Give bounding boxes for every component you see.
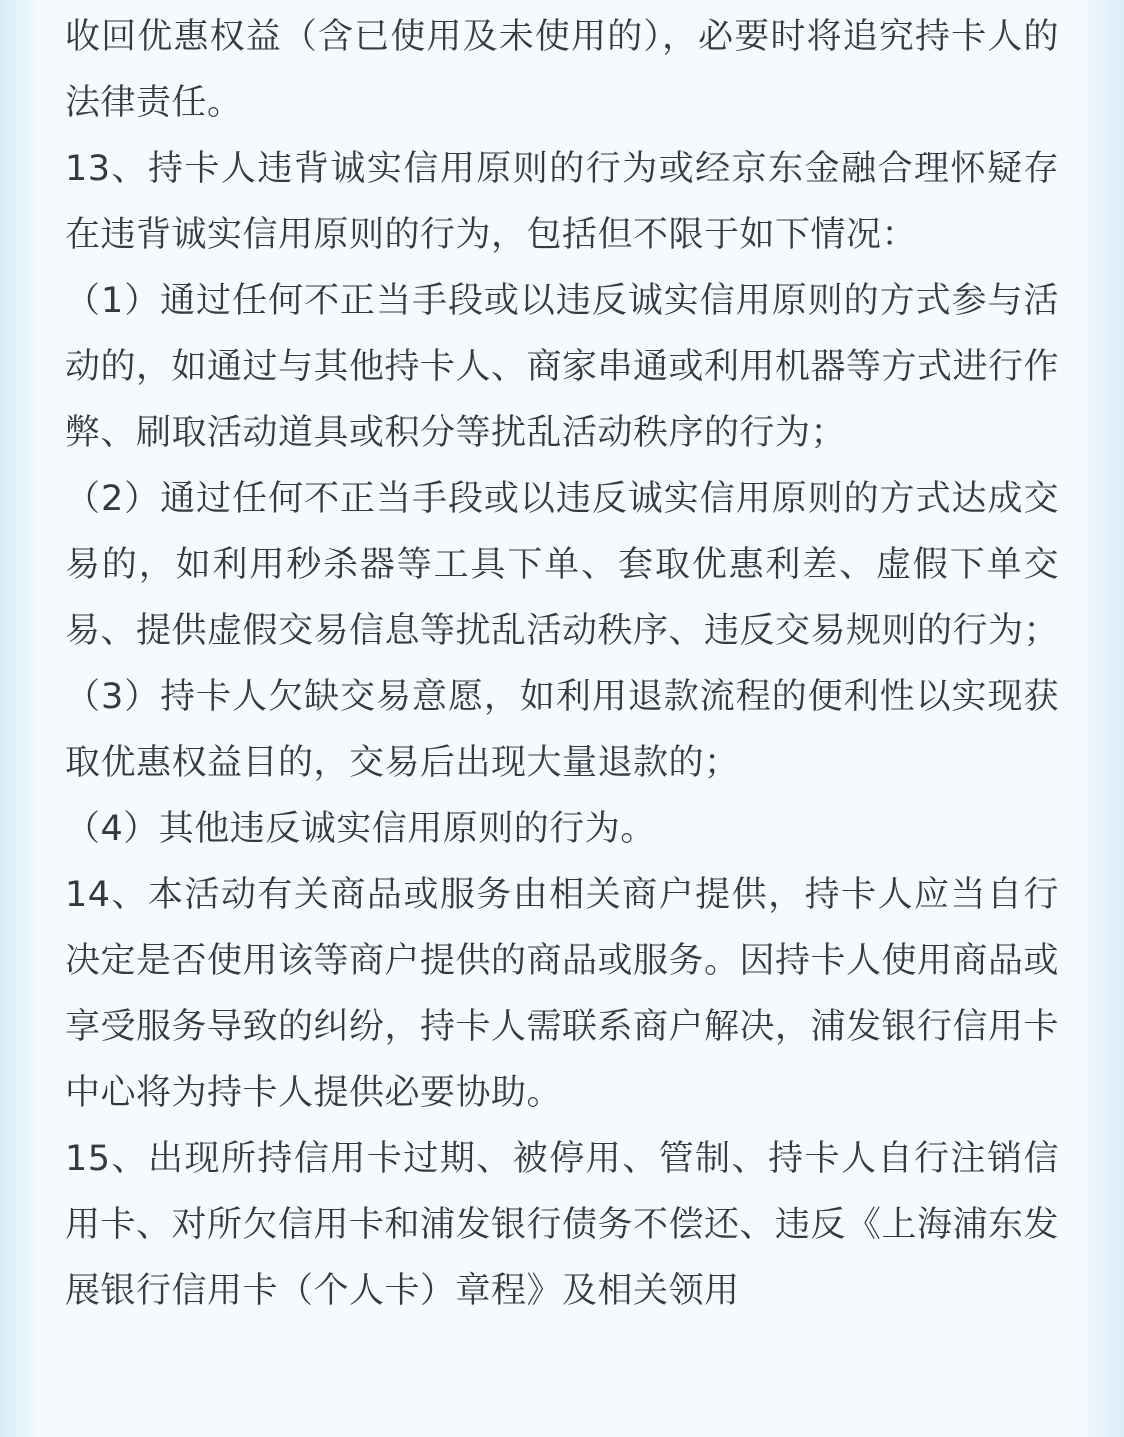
paragraph-14: 14、本活动有关商品或服务由相关商户提供，持卡人应当自行决定是否使用该等商户提供的商品或服务。因持卡人使用商品或享受服务导致的纠纷，持卡人需联系商户解决，浦发银行信用卡中心将为持卡人提供必要协助。 — [65, 875, 1060, 1113]
terms-text — [65, 4, 1059, 1324]
paragraph-13-item-2: （2）通过任何不正当手段或以违反诚实信用原则的方式达成交易的，如利用秒杀器等工具下单、套取优惠利差、虚假下单交易、提供虚假交易信息等扰乱活动秩序、违反交易规则的行为； — [65, 479, 1060, 651]
paragraph-13-item-1: （1）通过任何不正当手段或以违反诚实信用原则的方式参与活动的，如通过与其他持卡人、商家串通或利用机器等方式进行作弊、刷取活动道具或积分等扰乱活动秩序的行为； — [65, 281, 1060, 453]
terms-card — [36, 0, 1088, 1437]
paragraph-15: 15、出现所持信用卡过期、被停用、管制、持卡人自行注销信用卡、对所欠信用卡和浦发银行债务不偿还、违反《上海浦东发展银行信用卡（个人卡）章程》及相关领用 — [65, 1139, 1060, 1311]
paragraph-13-item-4: （4）其他违反诚实信用原则的行为。 — [65, 809, 656, 849]
paragraph-13: 13、持卡人违背诚实信用原则的行为或经京东金融合理怀疑存在违背诚实信用原则的行为，包括但不限于如下情况： — [65, 149, 1059, 255]
paragraph-12-continuation: 收回优惠权益（含已使用及未使用的），必要时将追究持卡人的法律责任。 — [65, 17, 1059, 123]
paragraph-13-item-3: （3）持卡人欠缺交易意愿，如利用退款流程的便利性以实现获取优惠权益目的，交易后出现大量退款的； — [65, 677, 1059, 783]
